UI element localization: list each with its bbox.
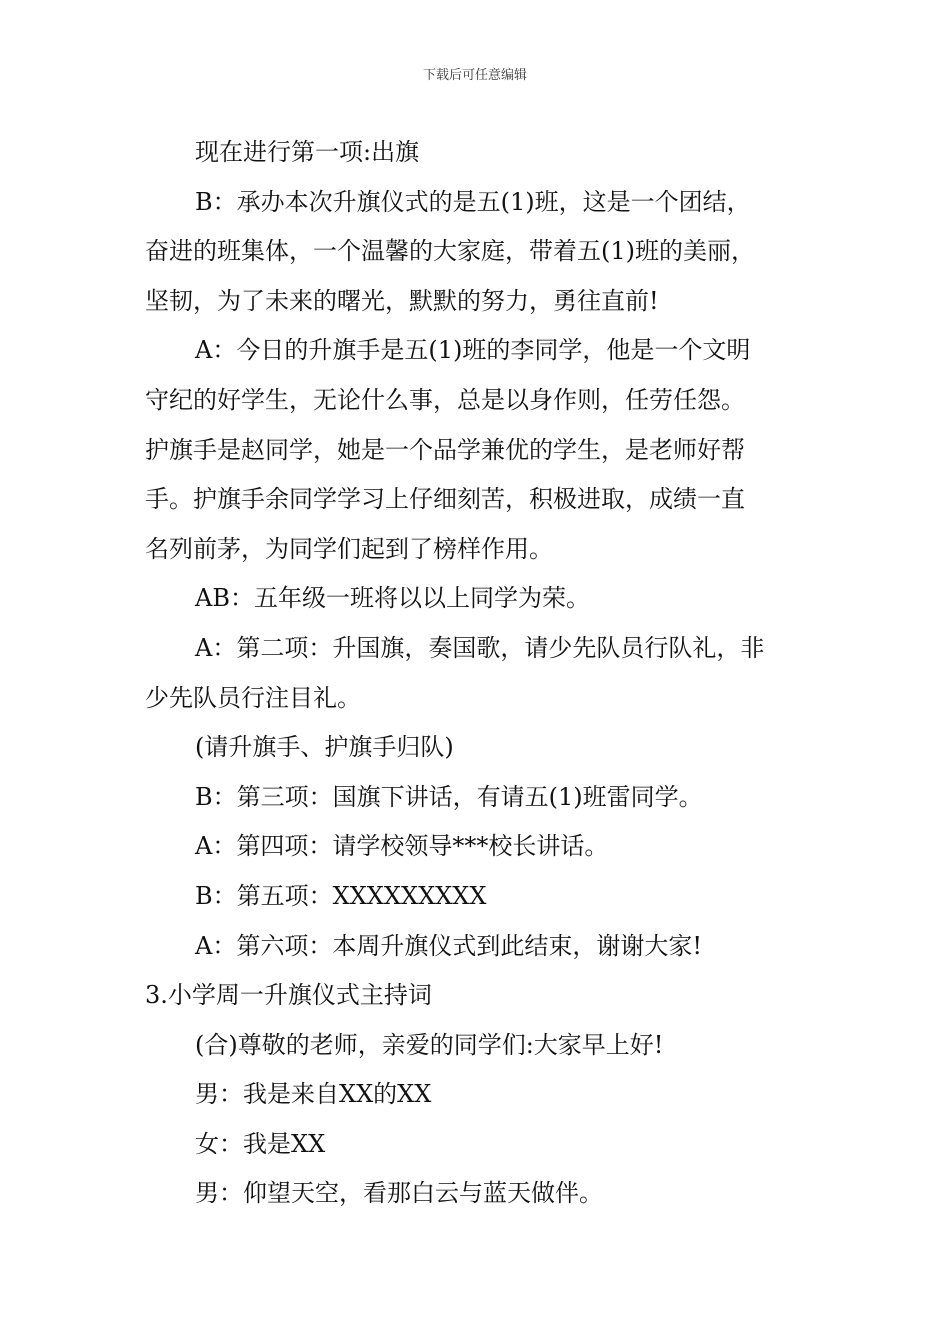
paragraph-line: A：第六项：本周升旗仪式到此结束，谢谢大家! [195,931,702,960]
paragraph-line: 女：我是XX [195,1129,326,1158]
paragraph-line: A：今日的升旗手是五(1)班的李同学，他是一个文明 [195,336,751,365]
paragraph-line: 少先队员行注目礼。 [145,683,361,712]
paragraph-line: 守纪的好学生，无论什么事，总是以身作则，任劳任怨。 [145,385,745,414]
paragraph-line: A：第二项：升国旗，奏国歌，请少先队员行队礼，非 [195,633,765,662]
paragraph-line: A：第四项：请学校领导***校长讲话。 [195,832,609,861]
paragraph-line: B：承办本次升旗仪式的是五(1)班，这是一个团结， [195,187,751,216]
paragraph-line: (合)尊敬的老师，亲爱的同学们:大家早上好! [195,1030,664,1059]
paragraph-line: 名列前茅，为同学们起到了榜样作用。 [145,534,553,563]
paragraph-line: (请升旗手、护旗手归队) [195,733,454,762]
paragraph-line: B：第三项：国旗下讲话，有请五(1)班雷同学。 [195,782,703,811]
section-heading: 3.小学周一升旗仪式主持词 [145,981,432,1010]
paragraph-line: 手。护旗手余同学学习上仔细刻苦，积极进取，成绩一直 [145,485,745,514]
paragraph-line: B：第五项：XXXXXXXXX [195,881,487,910]
paragraph-line: 奋进的班集体，一个温馨的大家庭，带着五(1)班的美丽， [145,237,755,266]
paragraph-line: 护旗手是赵同学，她是一个品学兼优的学生，是老师好帮 [145,435,745,464]
page-header: 下载后可任意编辑 [422,68,527,83]
paragraph-line: AB：五年级一班将以以上同学为荣。 [195,584,590,613]
paragraph-line: 男：我是来自XX的XX [195,1080,432,1109]
document-body [145,128,810,1219]
paragraph-line: 男：仰望天空，看那白云与蓝天做伴。 [195,1179,603,1208]
paragraph-line: 现在进行第一项:出旗 [195,138,420,166]
paragraph-line: 坚韧，为了未来的曙光，默默的努力，勇往直前! [145,286,659,315]
